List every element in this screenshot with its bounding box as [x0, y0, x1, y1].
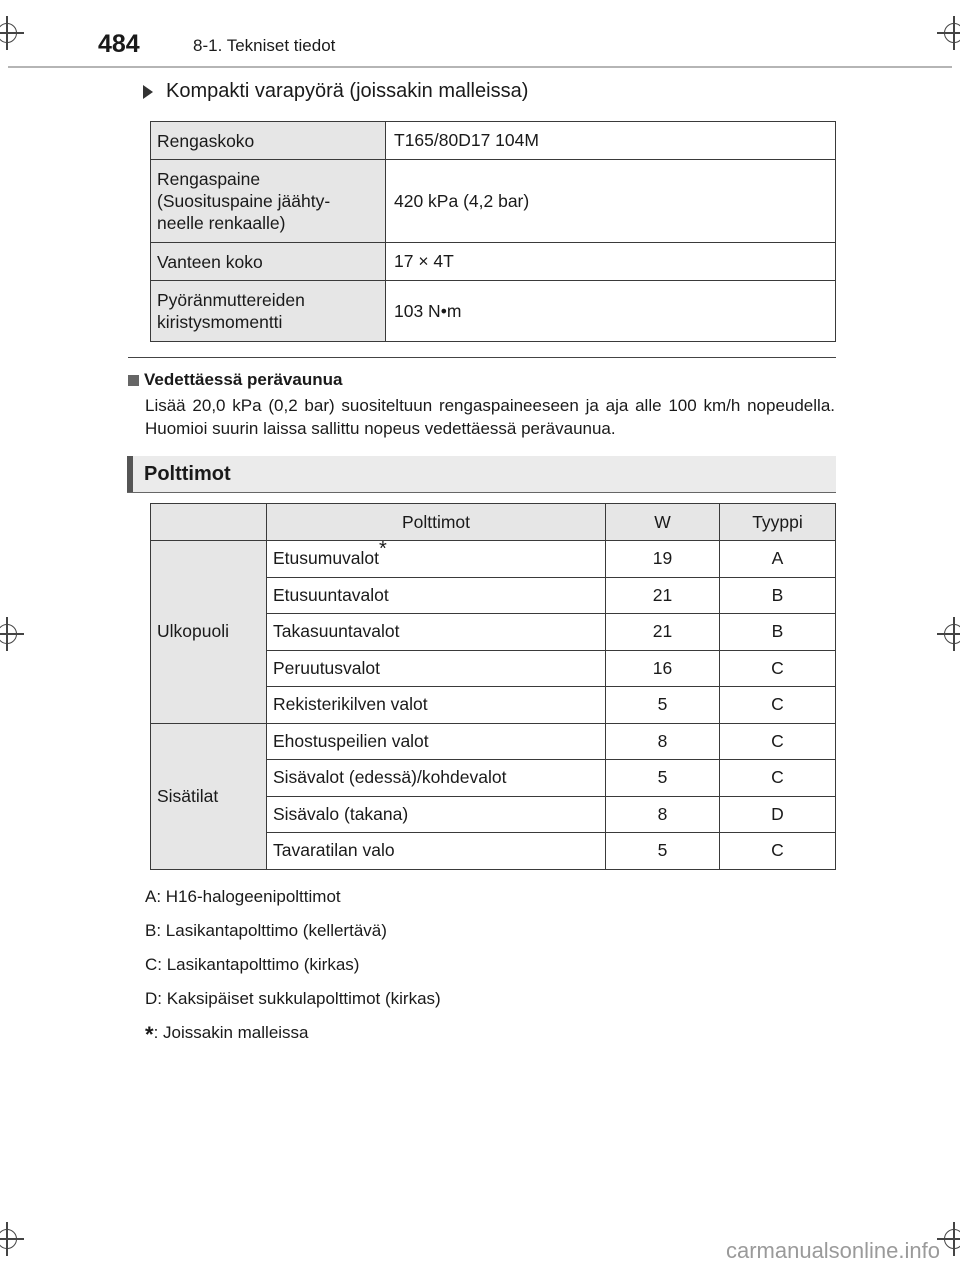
bulb-type-legend	[145, 887, 441, 1057]
footnote-mark: *	[145, 1022, 154, 1047]
registration-mark-icon	[937, 16, 960, 50]
bulb-name: Sisävalo (takana)	[267, 796, 606, 833]
bulb-watt: 5	[606, 833, 720, 870]
header-bulb: Polttimot	[267, 504, 606, 541]
registration-mark-icon	[0, 1222, 24, 1256]
bulb-name: Ehostuspeilien valot	[267, 723, 606, 760]
registration-mark-icon	[0, 617, 24, 651]
spare-value: 103 N•m	[386, 281, 836, 342]
watermark: carmanualsonline.info	[725, 1238, 940, 1263]
triangle-bullet-icon	[143, 85, 153, 99]
bulb-name: Sisävalot (edessä)/kohdevalot	[267, 760, 606, 797]
legend-item: C: Lasikantapolttimo (kirkas)	[145, 955, 360, 974]
table-row	[151, 281, 836, 342]
group-interior: Sisätilat	[151, 723, 267, 869]
bulb-watt: 5	[606, 760, 720, 797]
spare-label: Vanteen koko	[151, 243, 386, 281]
bulb-type: B	[720, 577, 836, 614]
bulb-name: Takasuuntavalot	[267, 614, 606, 651]
spare-value: 17 × 4T	[386, 243, 836, 281]
bulb-watt: 8	[606, 796, 720, 833]
bulb-type: C	[720, 723, 836, 760]
bulb-watt: 5	[606, 687, 720, 724]
bulb-watt: 8	[606, 723, 720, 760]
table-row	[151, 723, 836, 760]
registration-mark-icon	[937, 1222, 960, 1256]
spare-label: Rengaspaine (Suosituspaine jäähty- neelle renkaalle)	[151, 160, 386, 243]
section-breadcrumb: 8-1. Tekniset tiedot	[193, 36, 336, 55]
bulb-name: Etusuuntavalot	[267, 577, 606, 614]
bulb-type: A	[720, 541, 836, 578]
towing-note-title	[128, 370, 342, 390]
bulb-watt: 21	[606, 614, 720, 651]
spare-value: 420 kPa (4,2 bar)	[386, 160, 836, 243]
bulb-name: Rekisterikilven valot	[267, 687, 606, 724]
footnote	[145, 1023, 441, 1057]
bulb-type: D	[720, 796, 836, 833]
bulb-type: C	[720, 687, 836, 724]
bulb-type: C	[720, 650, 836, 687]
towing-note-title-text: Vedettäessä perävaunua	[144, 370, 343, 389]
registration-mark-icon	[0, 16, 24, 50]
spare-wheel-heading-text: Kompakti varapyörä (joissakin malleissa)	[166, 80, 529, 102]
spare-label: Rengaskoko	[151, 122, 386, 160]
bulbs-table	[150, 503, 836, 870]
bulb-type: C	[720, 833, 836, 870]
table-row	[151, 243, 836, 281]
legend-item: D: Kaksipäiset sukkulapolttimot (kirkas)	[145, 989, 441, 1008]
section-divider	[128, 357, 836, 358]
bulbs-section-header	[127, 456, 836, 493]
footnote-text: : Joissakin malleissa	[153, 1023, 309, 1042]
table-row	[151, 122, 836, 160]
bulb-watt: 16	[606, 650, 720, 687]
spare-label: Pyöränmuttereiden kiristysmomentti	[151, 281, 386, 342]
spare-wheel-heading	[143, 80, 528, 103]
spare-wheel-table	[150, 121, 836, 342]
section-bar-accent	[127, 456, 133, 492]
spare-value: T165/80D17 104M	[386, 122, 836, 160]
header-group	[151, 504, 267, 541]
bulb-type: C	[720, 760, 836, 797]
table-row	[151, 541, 836, 578]
legend-item: B: Lasikantapolttimo (kellertävä)	[145, 921, 387, 940]
header-divider	[8, 66, 952, 68]
registration-mark-icon	[937, 617, 960, 651]
group-exterior: Ulkopuoli	[151, 541, 267, 724]
bulb-watt: 21	[606, 577, 720, 614]
page-number: 484	[98, 30, 140, 58]
towing-note-body: Lisää 20,0 kPa (0,2 bar) suositeltuun rengaspaineeseen ja aja alle 100 km/h nopeudella. Huomioi suurin laissa sallittu nopeus vedettäessä perävaunua.	[145, 396, 835, 438]
table-row	[151, 160, 836, 243]
footnote-mark: *	[379, 538, 387, 561]
bulb-type: B	[720, 614, 836, 651]
bulbs-section-title: Polttimot	[144, 463, 231, 485]
bulb-watt: 19	[606, 541, 720, 578]
bulb-name: Peruutusvalot	[267, 650, 606, 687]
header-watt: W	[606, 504, 720, 541]
legend-item: A: H16-halogeenipolttimot	[145, 887, 341, 906]
header-type: Tyyppi	[720, 504, 836, 541]
table-header-row	[151, 504, 836, 541]
square-bullet-icon	[128, 375, 139, 386]
bulb-name: Tavaratilan valo	[267, 833, 606, 870]
bulb-name: Etusumuvalot*	[267, 541, 606, 578]
